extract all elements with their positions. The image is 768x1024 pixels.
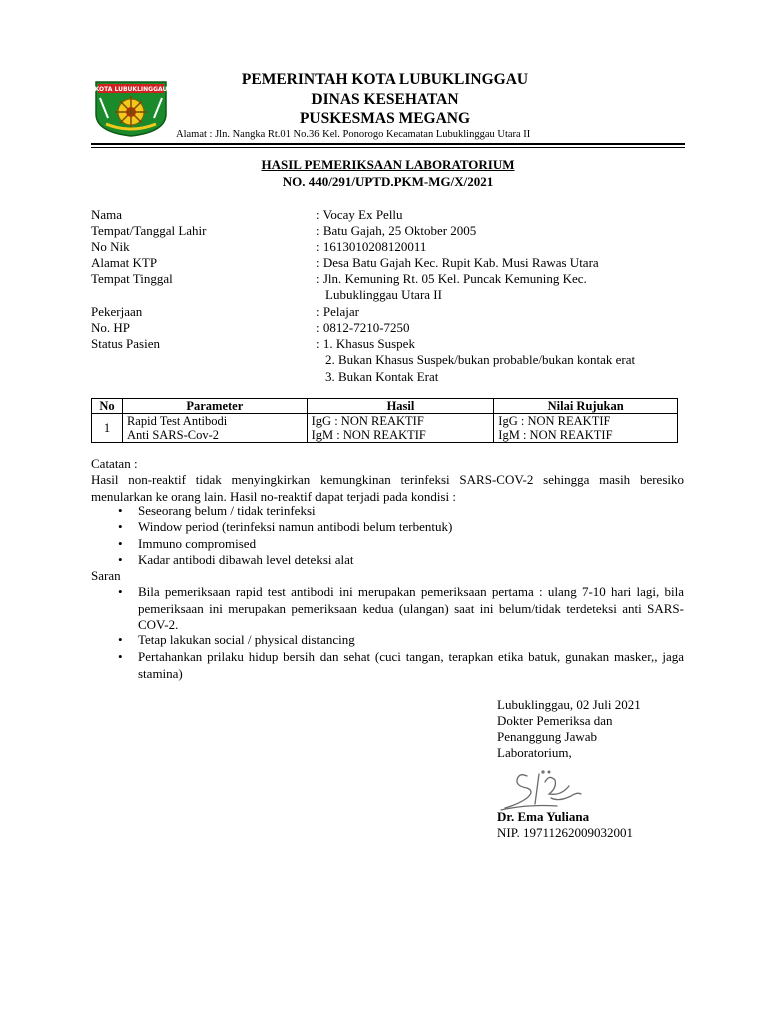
birth-value: : Batu Gajah, 25 Oktober 2005: [316, 223, 477, 238]
government-name: PEMERINTAH KOTA LUBUKLINGGAU: [241, 71, 529, 88]
bullet: •: [118, 632, 123, 647]
emblem-lettering: KOTA LUBUKLINGGAU: [94, 86, 168, 93]
doctor-name: Dr. Ema Yuliana: [497, 809, 590, 824]
parameter-line: Anti SARS-Cov-2: [126, 428, 219, 442]
document-number: NO. 440/291/UPTD.PKM-MG/X/2021: [282, 174, 494, 189]
parameter-line: Rapid Test Antibodi: [126, 414, 228, 428]
place-date: Lubuklinggau, 02 Juli 2021: [497, 697, 641, 712]
table-header-row: [92, 399, 678, 414]
signer-role-line3: Laboratorium,: [497, 745, 572, 760]
clinic-address: Alamat : Jln. Nangka Rt.01 No.36 Kel. Ponorogo Kecamatan Lubuklinggau Utara II: [176, 129, 531, 140]
bullet: •: [118, 584, 123, 599]
name-label: Nama: [91, 207, 123, 222]
department-name: DINAS KESEHATAN: [311, 91, 459, 108]
bullet: •: [118, 536, 123, 551]
ktp-address-label: Alamat KTP: [91, 255, 158, 270]
header-rule-thick: [91, 143, 685, 145]
notes-paragraph: Hasil non-reaktif tidak menyingkirkan kemungkinan terinfeksi SARS-COV-2 sehingga masih beresiko menularkan ke orang lain. Hasil no-reaktif dapat terjadi pada kondisi :: [91, 472, 684, 504]
occupation-label: Pekerjaan: [91, 304, 143, 319]
bullet: •: [118, 503, 123, 518]
advice-label: Saran: [91, 568, 121, 583]
patient-status-label: Status Pasien: [91, 336, 160, 351]
ktp-address-value: : Desa Batu Gajah Kec. Rupit Kab. Musi Rawas Utara: [316, 255, 599, 270]
nik-label: No Nik: [91, 239, 130, 254]
reference-cell: [494, 414, 678, 443]
header-rule-thin: [91, 147, 685, 148]
notes-label: Catatan :: [91, 456, 138, 471]
condition-item: Kadar antibodi dibawah level deteksi alat: [138, 552, 354, 567]
bullet: •: [118, 519, 123, 534]
residence-value-line2: Lubuklinggau Utara II: [325, 287, 442, 302]
signer-role-line2: Penanggung Jawab: [497, 729, 598, 744]
reference-igm: IgM : NON REAKTIF: [498, 428, 613, 442]
column-header: No: [92, 399, 123, 414]
birth-label: Tempat/Tanggal Lahir: [91, 223, 207, 238]
parameter-cell: [122, 414, 307, 443]
patient-status-option-2: 2. Bukan Khasus Suspek/bukan probable/bukan kontak erat: [325, 352, 636, 367]
bullet: •: [118, 649, 123, 664]
residence-label: Tempat Tinggal: [91, 271, 173, 286]
patient-status-option-1: : 1. Khasus Suspek: [316, 336, 415, 351]
occupation-value: : Pelajar: [316, 304, 359, 319]
doctor-nip: NIP. 19711262009032001: [497, 825, 634, 840]
city-emblem-icon: [92, 78, 170, 138]
phone-label: No. HP: [91, 320, 131, 335]
advice-item: Tetap lakukan social / physical distancing: [138, 632, 355, 647]
result-cell: [307, 414, 494, 443]
document-title: HASIL PEMERIKSAAN LABORATORIUM: [261, 157, 515, 172]
bullet: •: [118, 552, 123, 567]
result-igm: IgM : NON REAKTIF: [311, 428, 426, 442]
signature-image: [497, 768, 587, 814]
column-header: Hasil: [307, 399, 494, 414]
result-igg: IgG : NON REAKTIF: [311, 414, 424, 428]
residence-value-line1: : Jln. Kemuning Rt. 05 Kel. Puncak Kemuning Kec.: [316, 271, 587, 286]
table-row: [92, 414, 678, 443]
signer-role-line1: Dokter Pemeriksa dan: [497, 713, 613, 728]
condition-item: Seseorang belum / tidak terinfeksi: [138, 503, 316, 518]
clinic-name: PUSKESMAS MEGANG: [299, 110, 471, 127]
column-header: Nilai Rujukan: [494, 399, 678, 414]
condition-item: Window period (terinfeksi namun antibodi belum terbentuk): [138, 519, 453, 534]
phone-value: : 0812-7210-7250: [316, 320, 410, 335]
advice-item: Bila pemeriksaan rapid test antibodi ini merupakan pemeriksaan pertama : ulang 7-10 hari lagi, bila pemeriksaan ini merupakan pemeriksaan kedua (ulangan) saat ini belum/tidak terdeteksi anti SARS-COV-2.: [138, 584, 684, 632]
nik-value: : 1613010208120011: [316, 239, 427, 254]
advice-item: Pertahankan prilaku hidup bersih dan sehat (cuci tangan, terapkan etika batuk, gunakan masker,, jaga stamina): [138, 649, 684, 681]
patient-status-option-3: 3. Bukan Kontak Erat: [325, 369, 439, 384]
reference-igg: IgG : NON REAKTIF: [498, 414, 611, 428]
name-value: : Vocay Ex Pellu: [316, 207, 403, 222]
condition-item: Immuno compromised: [138, 536, 257, 551]
result-table: [91, 398, 678, 443]
column-header: Parameter: [122, 399, 307, 414]
row-number: 1: [92, 414, 123, 443]
